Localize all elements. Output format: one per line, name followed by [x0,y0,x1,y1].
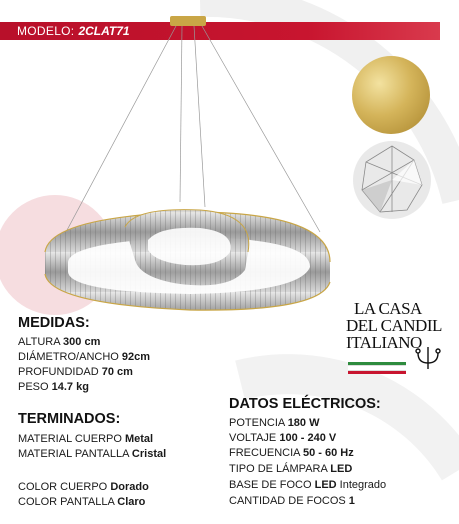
datos-row: FRECUENCIA 50 - 60 Hz [229,447,354,459]
logo-line-3: ITALIANO [346,333,422,352]
datos-row: TIPO DE LÁMPARA LED [229,463,353,475]
medidas-row: PROFUNDIDAD 70 cm [18,366,133,378]
terminados-row: MATERIAL PANTALLA Cristal [18,448,167,460]
model-label: MODELO: [17,24,75,38]
datos-row: VOLTAJE 100 - 240 V [229,432,337,444]
terminados-row: COLOR PANTALLA Claro [18,496,146,508]
italian-flag-stripe [348,362,406,372]
datos-electricos-title: DATOS ELÉCTRICOS: [229,396,381,412]
gold-finish-swatch [352,56,430,134]
medidas-row: PESO 14.7 kg [18,381,89,393]
terminados-row: COLOR CUERPO Dorado [18,481,149,493]
datos-row: BASE DE FOCO LED Integrado [229,479,387,491]
medidas-title: MEDIDAS: [18,315,90,331]
terminados-row: MATERIAL CUERPO Metal [18,433,154,445]
logo-line-1: LA CASA [354,299,422,318]
logo-line-2: DEL CANDIL [346,316,442,335]
medidas-row: DIÁMETRO/ANCHO 92cm [18,351,151,363]
datos-row: POTENCIA 180 W [229,417,320,429]
medidas-row: ALTURA 300 cm [18,336,101,348]
terminados-title: TERMINADOS: [18,411,121,427]
candelabra-icon [414,345,442,371]
datos-row: CANTIDAD DE FOCOS 1 [229,495,355,507]
canopy [170,16,206,26]
chandelier-image [30,12,350,322]
model-code: 2CLAT71 [78,24,130,38]
crystal-finish-swatch [352,140,432,220]
